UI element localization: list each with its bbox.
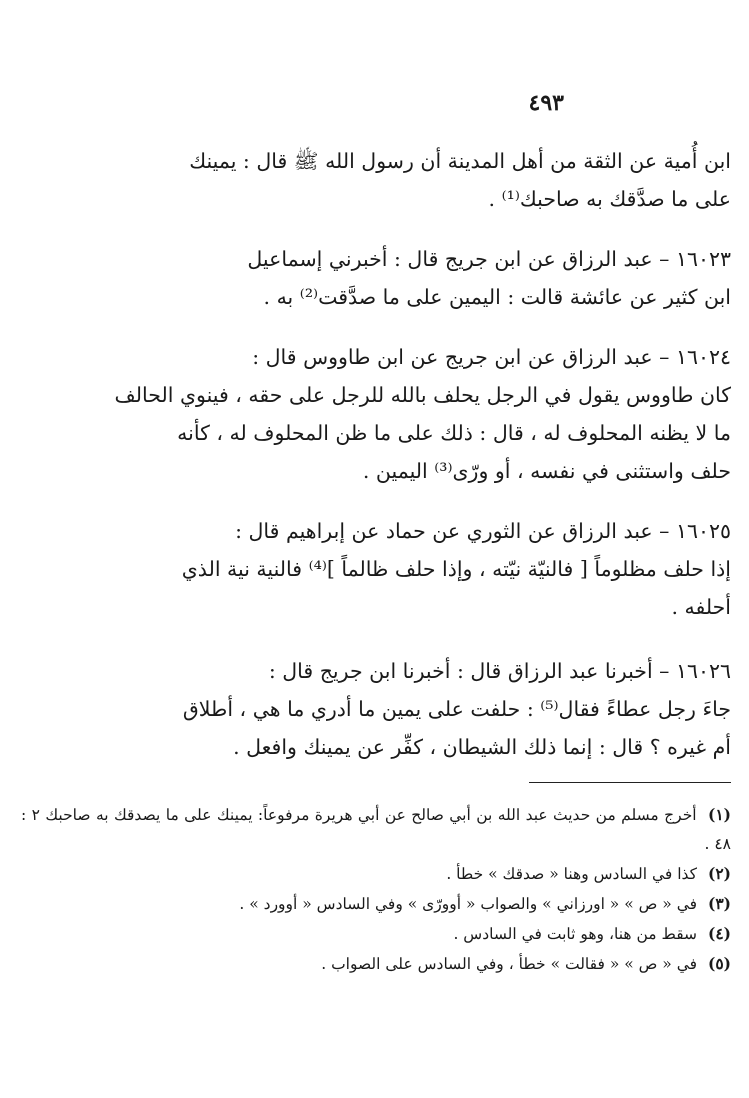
footnote-number: (٣) bbox=[707, 894, 731, 913]
footnote-text: أخرج مسلم من حديث عبد الله بن أبي صالح عن أبي هريرة مرفوعاً: يمينك على ما يصدقك به صاحبك ٢ : ٤٨ . bbox=[21, 806, 731, 853]
footnotes bbox=[21, 800, 731, 979]
paragraph-line: ابن أُمية عن الثقة من أهل المدينة أن رسول الله ﷺ قال : يمينك bbox=[189, 149, 731, 173]
footnote-5 bbox=[21, 949, 731, 979]
footnote-number: (٤) bbox=[707, 924, 731, 943]
paragraph-line: على ما صدَّقك به صاحبك⁽¹⁾ . bbox=[488, 187, 731, 211]
footnote-1 bbox=[21, 800, 731, 859]
footnote-3 bbox=[21, 889, 731, 919]
paragraph-16025 bbox=[21, 512, 731, 626]
footnote-text: في « ص » « اورزاني » والصواب « أوورّى » وفي السادس « أوورد » . bbox=[239, 895, 698, 913]
footnote-text: سقط من هنا، وهو ثابت في السادس . bbox=[453, 925, 698, 943]
paragraph-1 bbox=[21, 142, 731, 218]
paragraph-line: ١٦٠٢٤ – عبد الرزاق عن ابن جريج عن ابن طاووس قال : bbox=[252, 345, 731, 369]
main-text bbox=[21, 142, 731, 766]
paragraph-line: كان طاووس يقول في الرجل يحلف بالله للرجل على حقه ، فينوي الحالف bbox=[114, 383, 731, 407]
paragraph-line: إذا حلف مظلوماً [ فالنيّة نيّته ، وإذا حلف ظالماً ]⁽⁴⁾ فالنية نية الذي bbox=[181, 557, 731, 581]
footnote-4 bbox=[21, 919, 731, 949]
footnote-number: (٢) bbox=[707, 864, 731, 883]
footnote-divider bbox=[529, 782, 731, 783]
paragraph-line: أم غيره ؟ قال : إنما ذلك الشيطان ، كفِّر عن يمينك وافعل . bbox=[233, 735, 731, 759]
footnote-number: (٥) bbox=[707, 954, 731, 973]
footnote-text: في « ص » « فقالت » خطأ ، وفي السادس على الصواب . bbox=[321, 955, 698, 973]
paragraph-line: أحلفه . bbox=[671, 595, 731, 619]
paragraph-line: ابن كثير عن عائشة قالت : اليمين على ما صدَّقت⁽²⁾ به . bbox=[263, 285, 731, 309]
paragraph-line: ١٦٠٢٦ – أخبرنا عبد الرزاق قال : أخبرنا ابن جريج قال : bbox=[268, 659, 731, 683]
footnote-2 bbox=[21, 859, 731, 889]
paragraph-line: حلف واستثنى في نفسه ، أو ورّى⁽³⁾ اليمين . bbox=[362, 459, 731, 483]
paragraph-line: ١٦٠٢٣ – عبد الرزاق عن ابن جريج قال : أخبرني إسماعيل bbox=[247, 247, 731, 271]
paragraph-16023 bbox=[21, 240, 731, 316]
footnote-number: (١) bbox=[707, 805, 731, 824]
paragraph-line: جاءَ رجل عطاءً فقال⁽⁵⁾ : حلفت على يمين ما أدري ما هي ، أطلاق bbox=[182, 697, 731, 721]
paragraph-16024 bbox=[21, 338, 731, 490]
paragraph-16026 bbox=[21, 652, 731, 766]
page-number: ٤٩٣ bbox=[528, 90, 564, 116]
paragraph-line: ما لا يظنه المحلوف له ، قال : ذلك على ما ظن المحلوف له ، كأنه bbox=[177, 421, 731, 445]
footnote-text: كذا في السادس وهنا « صدقك » خطأ . bbox=[446, 865, 698, 883]
paragraph-line: ١٦٠٢٥ – عبد الرزاق عن الثوري عن حماد عن إبراهيم قال : bbox=[235, 519, 731, 543]
